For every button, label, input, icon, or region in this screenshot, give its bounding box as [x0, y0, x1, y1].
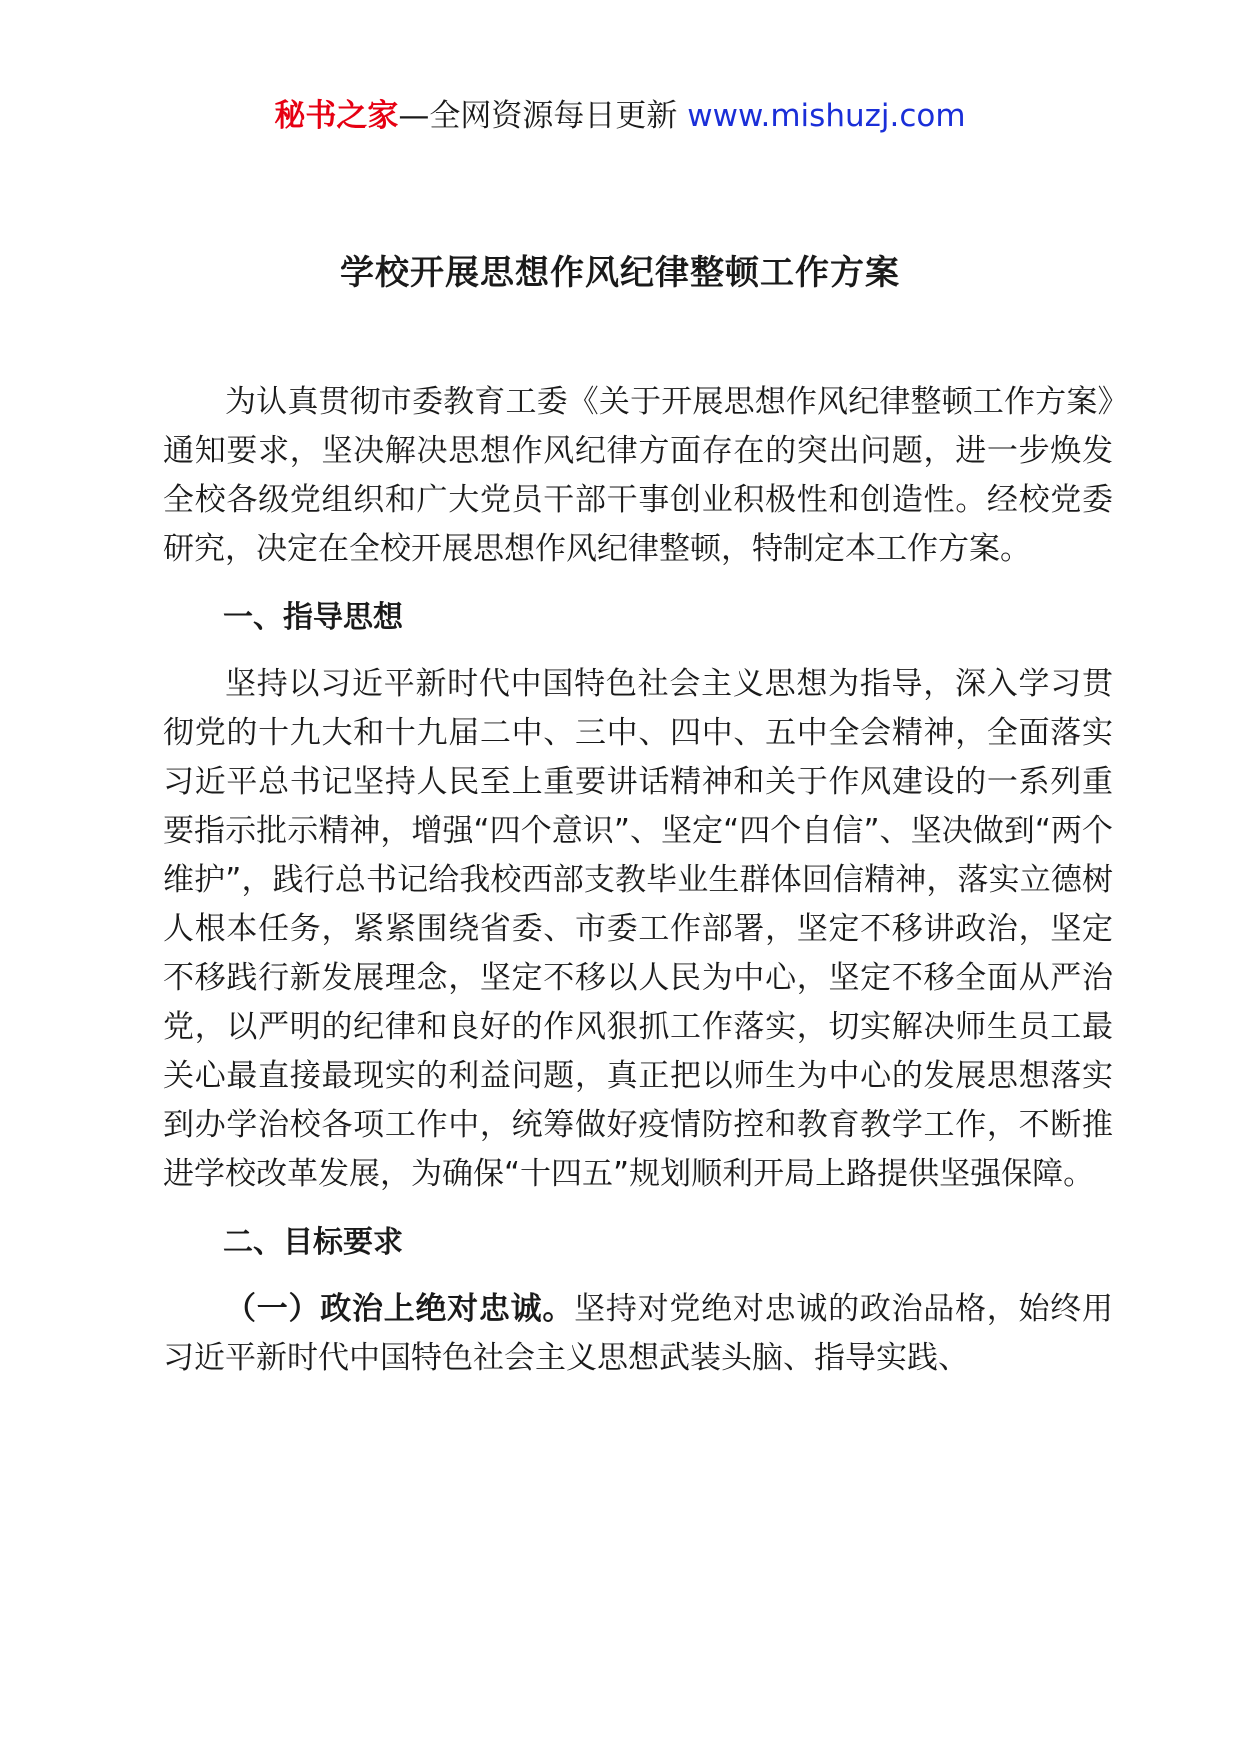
- document-title: 学校开展思想作风纪律整顿工作方案: [340, 253, 900, 293]
- section-heading-guiding-ideology: 一、指导思想: [223, 600, 403, 635]
- site-brand: 秘书之家: [274, 98, 399, 134]
- intro-paragraph: 为认真贯彻市委教育工委《关于开展思想作风纪律整顿工作方案》通知要求，坚决解决思想作风纪律方面存在的突出问题，进一步焕发全校各级党组织和广大党员干部干事创业积极性和创造性。经校党委研究，决定在全校开展思想作风纪律整顿，特制定本工作方案。: [163, 384, 1113, 567]
- guiding-ideology-paragraph: 坚持以习近平新时代中国特色社会主义思想为指导，深入学习贯彻党的十九大和十九届二中、三中、四中、五中全会精神，全面落实习近平总书记坚持人民至上重要讲话精神和关于作风建设的一系列重要指示批示精神，增强“四个意识”、坚定“四个自信”、坚决做到“两个维护”，践行总书记给我校西部支教毕业生群体回信精神，落实立德树人根本任务，紧紧围绕省委、市委工作部署，坚定不移讲政治，坚定不移践行新发展理念，坚定不移以人民为中心，坚定不移全面从严治党，以严明的纪律和良好的作风狠抓工作落实，切实解决师生员工最关心最直接最现实的利益问题，真正把以师生为中心的发展思想落实到办学治校各项工作中，统筹做好疫情防控和教育教学工作，不断推进学校改革发展，为确保“十四五”规划顺利开局上路提供坚强保障。: [163, 666, 1113, 1192]
- goals-item-paragraph: [163, 1285, 1113, 1383]
- site-url-link[interactable]: www.mishuzj.com: [687, 98, 966, 134]
- goals-item-lead: （一）政治上绝对忠诚。: [225, 1291, 575, 1327]
- section-heading-goals: 二、目标要求: [223, 1225, 403, 1260]
- document-body: [163, 378, 1113, 1403]
- site-banner: [0, 96, 1240, 136]
- site-tagline: —全网资源每日更新: [398, 98, 688, 134]
- goals-item-text: 坚持对党绝对忠诚的政治品格，始终用习近平新时代中国特色社会主义思想武装头脑、指导实践、: [163, 1291, 1114, 1376]
